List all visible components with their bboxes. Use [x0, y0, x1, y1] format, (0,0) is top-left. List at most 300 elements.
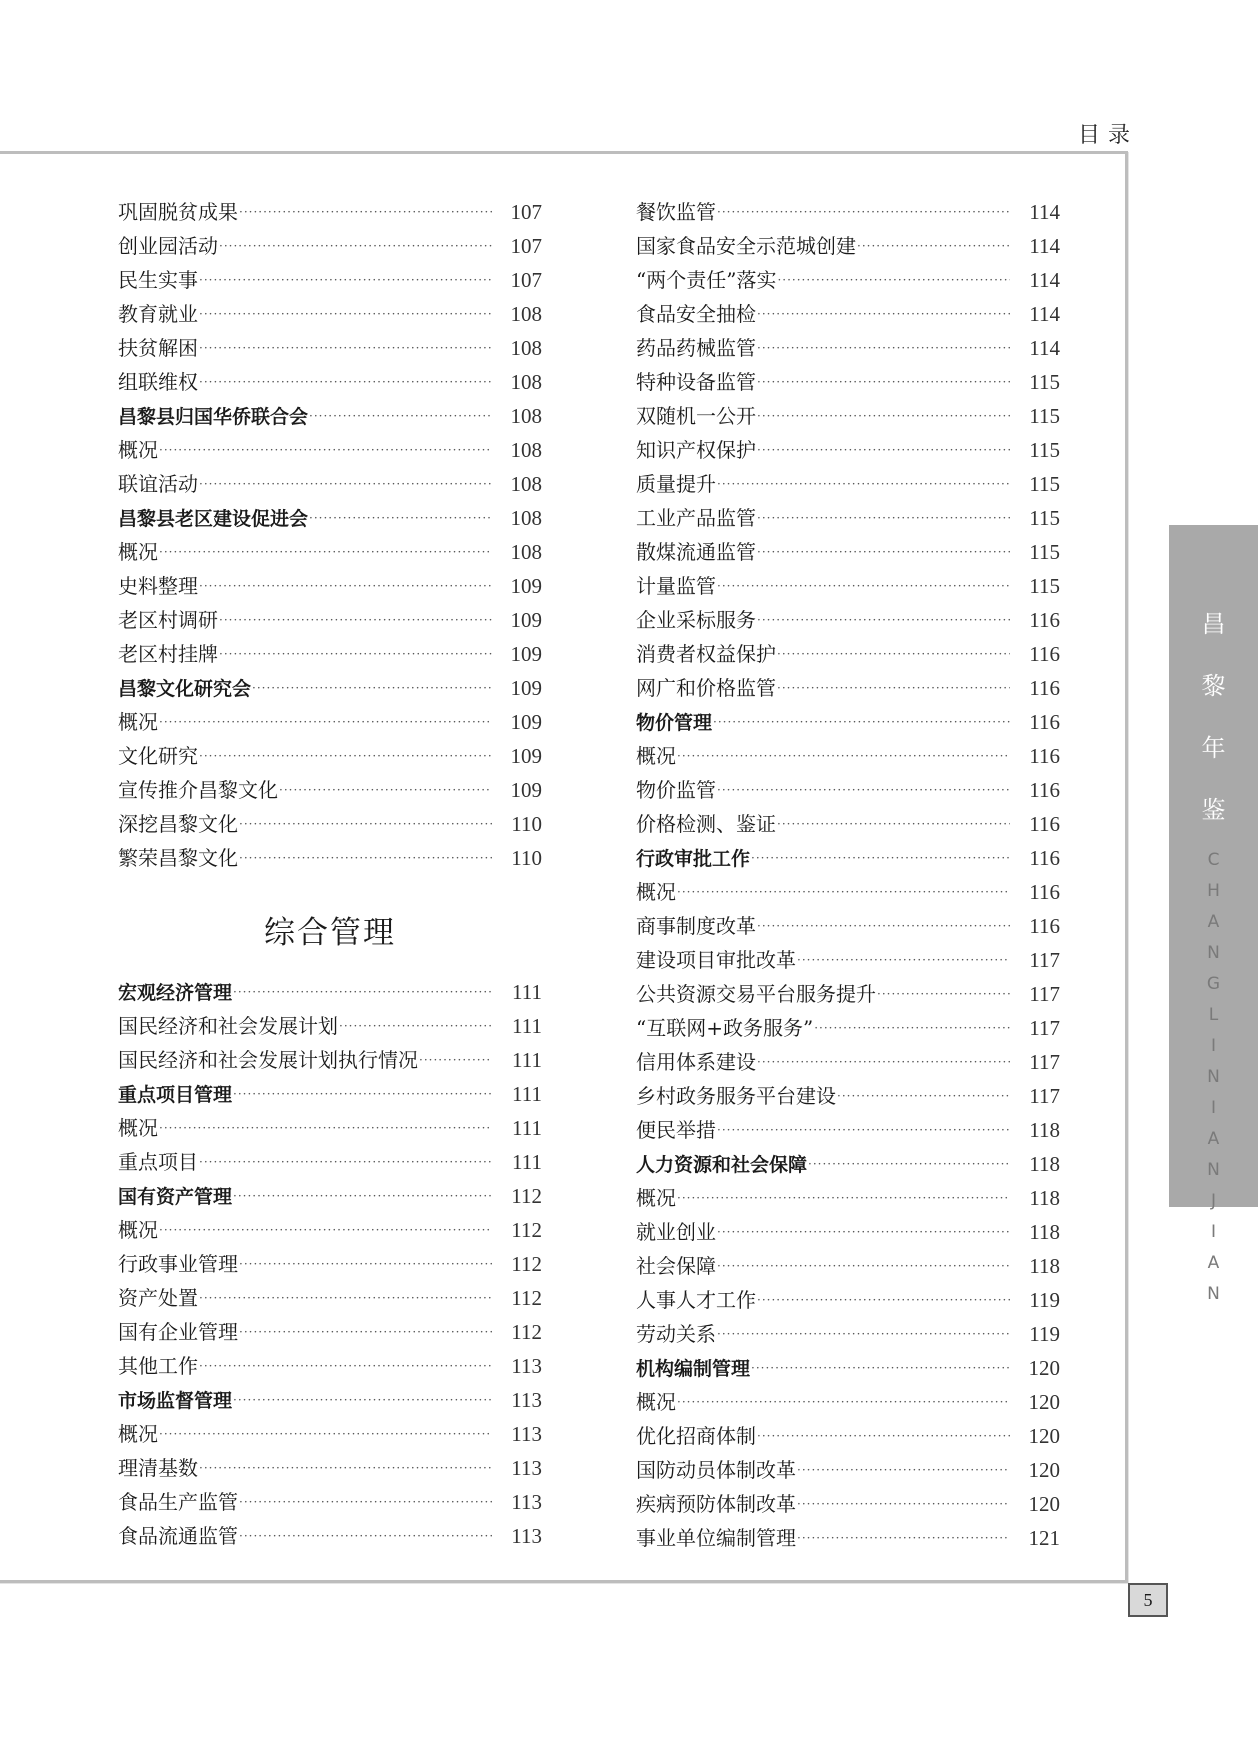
toc-entry-title: 昌黎县归国华侨联合会: [118, 406, 309, 428]
toc-entry-page: 115: [1029, 506, 1060, 530]
toc-entry-page: 108: [510, 302, 542, 326]
toc-entry[interactable]: [118, 1383, 542, 1417]
toc-entry-title: 组联维权: [118, 370, 198, 394]
toc-entry-page: 118: [1029, 1186, 1060, 1210]
toc-entry-title: 便民举措: [636, 1118, 716, 1142]
side-tab-letter: G: [1206, 974, 1221, 994]
toc-leader-dots: [199, 263, 492, 297]
toc-entry-page: 116: [1029, 880, 1060, 904]
side-tab-letter: I: [1210, 1036, 1216, 1056]
toc-leader-dots: [199, 365, 492, 399]
toc-entry-page: 113: [511, 1354, 542, 1378]
toc-entry[interactable]: [118, 773, 542, 807]
toc-entry-title: 双随机一公开: [636, 404, 756, 428]
toc-leader-dots: [219, 637, 492, 671]
toc-entry[interactable]: [636, 467, 1060, 501]
toc-entry-page: 108: [510, 438, 542, 462]
toc-entry-title: 概况: [636, 880, 676, 904]
toc-entry-title: 宣传推介昌黎文化: [118, 778, 278, 802]
toc-leader-dots: [677, 1385, 1010, 1419]
toc-entry-title: 人力资源和社会保障: [636, 1154, 808, 1176]
toc-entry-title: 教育就业: [118, 302, 198, 326]
toc-leader-dots: [757, 331, 1010, 365]
toc-leader-dots: [757, 1419, 1010, 1453]
toc-entry-title: 网广和价格监管: [636, 676, 776, 700]
toc-entry[interactable]: [636, 943, 1060, 977]
toc-entry[interactable]: [636, 977, 1060, 1011]
toc-leader-dots: [757, 365, 1010, 399]
toc-entry[interactable]: [636, 501, 1060, 535]
toc-entry-title: 概况: [118, 438, 158, 462]
toc-entry[interactable]: [636, 1317, 1060, 1351]
toc-entry-page: 112: [511, 1320, 542, 1344]
side-tab-letter: L: [1208, 1005, 1219, 1025]
toc-entry-page: 116: [1029, 914, 1060, 938]
toc-entry-page: 113: [511, 1524, 542, 1548]
toc-entry[interactable]: [118, 841, 542, 875]
side-tab-letter: J: [1210, 1191, 1216, 1211]
toc-leader-dots: [713, 705, 1010, 739]
toc-leader-dots: [757, 501, 1010, 535]
toc-entry-page: 115: [1029, 540, 1060, 564]
toc-entry-page: 114: [1029, 234, 1060, 258]
toc-entry-title: 概况: [636, 1390, 676, 1414]
toc-entry[interactable]: [636, 909, 1060, 943]
toc-entry[interactable]: [118, 1519, 542, 1553]
toc-leader-dots: [877, 977, 1010, 1011]
side-tab-char: 昌: [1201, 610, 1226, 638]
toc-leader-dots: [777, 263, 1010, 297]
toc-entry-title: 概况: [636, 744, 676, 768]
toc-entry-title: 史料整理: [118, 574, 198, 598]
toc-leader-dots: [677, 875, 1010, 909]
toc-entry[interactable]: [118, 467, 542, 501]
toc-entry-title: 重点项目: [118, 1150, 198, 1174]
side-tab-letter: H: [1207, 881, 1220, 901]
toc-leader-dots: [239, 1519, 492, 1553]
toc-leader-dots: [837, 1079, 1010, 1113]
toc-leader-dots: [199, 467, 492, 501]
toc-entry[interactable]: [118, 1281, 542, 1315]
toc-leader-dots: [199, 1145, 492, 1179]
toc-leader-dots: [239, 195, 492, 229]
toc-entry-page: 116: [1029, 778, 1060, 802]
toc-entry-title: 创业园活动: [118, 234, 218, 258]
toc-leader-dots: [239, 1315, 492, 1349]
toc-entry[interactable]: [118, 1247, 542, 1281]
toc-entry[interactable]: [636, 671, 1060, 705]
toc-entry-title: 物价管理: [636, 712, 713, 734]
toc-leader-dots: [199, 739, 492, 773]
toc-leader-dots: [239, 1485, 492, 1519]
toc-entry[interactable]: [118, 1213, 542, 1247]
toc-entry-page: 116: [1029, 676, 1060, 700]
toc-entry-title: 特种设备监管: [636, 370, 756, 394]
toc-leader-dots: [677, 739, 1010, 773]
toc-leader-dots: [751, 841, 1010, 875]
toc-leader-dots: [717, 773, 1010, 807]
toc-list-right: [636, 195, 1060, 1555]
toc-entry-title: 疾病预防体制改革: [636, 1492, 796, 1516]
toc-entry-title: 国民经济和社会发展计划执行情况: [118, 1048, 418, 1072]
toc-entry[interactable]: [118, 331, 542, 365]
toc-entry-title: 餐饮监管: [636, 200, 716, 224]
toc-entry-title: 质量提升: [636, 472, 716, 496]
toc-leader-dots: [717, 1215, 1010, 1249]
toc-entry-title: 事业单位编制管理: [636, 1526, 796, 1550]
toc-entry-title: 计量监管: [636, 574, 716, 598]
toc-entry-title: 人事人才工作: [636, 1288, 756, 1312]
side-tab-chinese: [1169, 593, 1258, 841]
toc-entry-page: 115: [1029, 438, 1060, 462]
side-tab-letter: N: [1207, 1067, 1220, 1087]
toc-leader-dots: [857, 229, 1010, 263]
toc-entry[interactable]: [636, 1249, 1060, 1283]
toc-leader-dots: [233, 975, 492, 1009]
toc-entry-title: “两个责任”落实: [636, 268, 777, 292]
toc-entry[interactable]: [636, 1215, 1060, 1249]
toc-leader-dots: [159, 535, 492, 569]
toc-leader-dots: [717, 1113, 1010, 1147]
toc-entry[interactable]: [636, 1011, 1060, 1045]
toc-entry-title: 行政事业管理: [118, 1252, 238, 1276]
toc-entry-page: 110: [511, 846, 542, 870]
toc-leader-dots: [751, 1351, 1010, 1385]
toc-entry[interactable]: [118, 1077, 542, 1111]
toc-entry-page: 107: [510, 268, 542, 292]
toc-entry-title: 食品生产监管: [118, 1490, 238, 1514]
toc-entry-title: 食品安全抽检: [636, 302, 756, 326]
toc-entry[interactable]: [636, 1147, 1060, 1181]
toc-entry-title: 概况: [118, 1218, 158, 1242]
toc-entry-title: 市场监督管理: [118, 1390, 233, 1412]
toc-entry-title: 概况: [118, 710, 158, 734]
toc-entry-title: 昌黎文化研究会: [118, 678, 252, 700]
toc-entry[interactable]: [118, 603, 542, 637]
toc-leader-dots: [199, 1349, 492, 1383]
toc-entry-page: 107: [510, 200, 542, 224]
toc-entry-title: 价格检测、鉴证: [636, 812, 776, 836]
toc-leader-dots: [777, 807, 1010, 841]
toc-entry[interactable]: [118, 671, 542, 705]
toc-leader-dots: [717, 569, 1010, 603]
toc-leader-dots: [717, 1249, 1010, 1283]
toc-entry-page: 109: [510, 710, 542, 734]
toc-entry-page: 120: [1028, 1356, 1060, 1380]
toc-right-column: [636, 195, 1060, 1555]
toc-entry-page: 109: [510, 744, 542, 768]
toc-entry-title: 工业产品监管: [636, 506, 756, 530]
side-tab-letter: N: [1207, 1160, 1220, 1180]
toc-leader-dots: [777, 637, 1010, 671]
toc-entry-page: 116: [1029, 710, 1060, 734]
toc-leader-dots: [199, 569, 492, 603]
toc-list-left-section: [118, 975, 542, 1553]
toc-entry[interactable]: [636, 1419, 1060, 1453]
toc-entry[interactable]: [118, 1417, 542, 1451]
toc-entry[interactable]: [118, 705, 542, 739]
toc-entry[interactable]: [636, 263, 1060, 297]
toc-entry[interactable]: [636, 1181, 1060, 1215]
toc-entry-page: 111: [512, 1082, 542, 1106]
toc-entry-page: 112: [511, 1252, 542, 1276]
toc-entry[interactable]: [118, 501, 542, 535]
toc-entry-title: 企业采标服务: [636, 608, 756, 632]
toc-entry-page: 120: [1028, 1492, 1060, 1516]
toc-entry-page: 115: [1029, 472, 1060, 496]
toc-entry-page: 118: [1029, 1220, 1060, 1244]
toc-leader-dots: [757, 1045, 1010, 1079]
toc-entry-page: 110: [511, 812, 542, 836]
toc-entry-page: 108: [510, 506, 542, 530]
toc-entry-title: 重点项目管理: [118, 1084, 233, 1106]
toc-entry-title: 散煤流通监管: [636, 540, 756, 564]
toc-entry-title: 行政审批工作: [636, 848, 751, 870]
toc-entry[interactable]: [118, 1179, 542, 1213]
toc-entry[interactable]: [636, 331, 1060, 365]
toc-leader-dots: [199, 297, 492, 331]
toc-entry-page: 116: [1029, 744, 1060, 768]
toc-entry[interactable]: [636, 875, 1060, 909]
toc-leader-dots: [239, 807, 492, 841]
toc-entry-title: 扶贫解困: [118, 336, 198, 360]
toc-entry[interactable]: [636, 195, 1060, 229]
side-tab-letter: N: [1207, 943, 1220, 963]
toc-leader-dots: [797, 943, 1010, 977]
toc-entry[interactable]: [118, 569, 542, 603]
toc-entry[interactable]: [636, 399, 1060, 433]
toc-entry[interactable]: [636, 705, 1060, 739]
toc-leader-dots: [159, 1417, 492, 1451]
toc-entry-page: 111: [512, 980, 542, 1004]
toc-entry-page: 107: [510, 234, 542, 258]
toc-list-left: [118, 195, 542, 875]
toc-entry-page: 108: [510, 472, 542, 496]
toc-entry[interactable]: [636, 1283, 1060, 1317]
toc-leader-dots: [252, 671, 492, 705]
toc-leader-dots: [717, 195, 1010, 229]
side-tab-letter: I: [1210, 1222, 1216, 1242]
toc-entry-page: 114: [1029, 302, 1060, 326]
toc-entry-page: 116: [1029, 642, 1060, 666]
toc-entry-page: 118: [1029, 1254, 1060, 1278]
toc-entry[interactable]: [118, 637, 542, 671]
toc-leader-dots: [808, 1147, 1010, 1181]
side-tab-pinyin: [1169, 845, 1258, 1310]
toc-leader-dots: [757, 909, 1010, 943]
toc-entry[interactable]: [118, 195, 542, 229]
toc-leader-dots: [677, 1181, 1010, 1215]
toc-entry-title: “互联网+政务服务”: [636, 1016, 814, 1040]
toc-entry[interactable]: [118, 1145, 542, 1179]
toc-entry-title: 概况: [118, 1422, 158, 1446]
toc-leader-dots: [239, 841, 492, 875]
toc-entry-title: 药品药械监管: [636, 336, 756, 360]
toc-entry[interactable]: [118, 975, 542, 1009]
toc-leader-dots: [717, 1317, 1010, 1351]
page-number: 5: [1128, 1583, 1168, 1617]
toc-entry[interactable]: [636, 807, 1060, 841]
toc-entry-title: 巩固脱贫成果: [118, 200, 238, 224]
toc-entry-title: 国家食品安全示范城创建: [636, 234, 856, 258]
toc-entry-title: 概况: [118, 1116, 158, 1140]
toc-entry-title: 理清基数: [118, 1456, 198, 1480]
toc-leader-dots: [199, 331, 492, 365]
toc-entry[interactable]: [636, 569, 1060, 603]
toc-entry-page: 117: [1029, 1016, 1060, 1040]
toc-entry[interactable]: [636, 637, 1060, 671]
toc-entry[interactable]: [118, 807, 542, 841]
toc-entry-page: 109: [510, 778, 542, 802]
toc-leader-dots: [814, 1011, 1010, 1045]
toc-entry[interactable]: [636, 297, 1060, 331]
toc-entry-page: 115: [1029, 574, 1060, 598]
toc-leader-dots: [797, 1453, 1010, 1487]
side-tab-letter: C: [1207, 850, 1220, 870]
side-tab-letter: I: [1210, 1098, 1216, 1118]
toc-entry[interactable]: [636, 773, 1060, 807]
toc-entry-page: 119: [1029, 1322, 1060, 1346]
toc-leader-dots: [199, 1281, 492, 1315]
toc-entry[interactable]: [636, 1453, 1060, 1487]
toc-entry-title: 食品流通监管: [118, 1524, 238, 1548]
toc-entry[interactable]: [118, 1009, 542, 1043]
toc-entry[interactable]: [636, 433, 1060, 467]
toc-entry[interactable]: [636, 739, 1060, 773]
toc-leader-dots: [757, 535, 1010, 569]
toc-leader-dots: [233, 1179, 492, 1213]
toc-entry-page: 118: [1029, 1118, 1060, 1142]
toc-entry[interactable]: [118, 1349, 542, 1383]
toc-leader-dots: [757, 603, 1010, 637]
side-tab-letter: A: [1207, 1253, 1220, 1273]
toc-entry-title: 劳动关系: [636, 1322, 716, 1346]
toc-entry-page: 120: [1028, 1390, 1060, 1414]
toc-entry-page: 112: [511, 1218, 542, 1242]
side-tab-char: 黎: [1201, 672, 1226, 700]
toc-entry[interactable]: [636, 1521, 1060, 1555]
toc-entry-title: 知识产权保护: [636, 438, 756, 462]
toc-entry-page: 114: [1029, 268, 1060, 292]
toc-entry-page: 120: [1028, 1424, 1060, 1448]
toc-left-column: [118, 195, 542, 1553]
toc-entry-title: 文化研究: [118, 744, 198, 768]
toc-entry-page: 109: [510, 676, 542, 700]
toc-entry-title: 国防动员体制改革: [636, 1458, 796, 1482]
toc-entry[interactable]: [118, 365, 542, 399]
toc-entry-title: 乡村政务服务平台建设: [636, 1084, 836, 1108]
toc-entry[interactable]: [636, 1487, 1060, 1521]
toc-entry[interactable]: [118, 297, 542, 331]
toc-entry-page: 117: [1029, 982, 1060, 1006]
toc-leader-dots: [159, 433, 492, 467]
toc-entry-title: 资产处置: [118, 1286, 198, 1310]
toc-entry-page: 116: [1029, 846, 1060, 870]
toc-entry[interactable]: [636, 841, 1060, 875]
toc-entry-page: 116: [1029, 812, 1060, 836]
toc-entry[interactable]: [118, 535, 542, 569]
toc-entry[interactable]: [636, 1079, 1060, 1113]
toc-entry[interactable]: [636, 1351, 1060, 1385]
toc-entry-title: 宏观经济管理: [118, 982, 233, 1004]
toc-entry-page: 115: [1029, 370, 1060, 394]
toc-leader-dots: [757, 1283, 1010, 1317]
toc-entry[interactable]: [118, 1043, 542, 1077]
toc-entry-page: 111: [512, 1150, 542, 1174]
side-tab-letter: A: [1207, 1129, 1220, 1149]
toc-entry[interactable]: [636, 535, 1060, 569]
toc-entry-title: 消费者权益保护: [636, 642, 776, 666]
toc-entry[interactable]: [118, 229, 542, 263]
toc-entry[interactable]: [118, 399, 542, 433]
toc-entry-page: 116: [1029, 608, 1060, 632]
toc-entry-page: 117: [1029, 1084, 1060, 1108]
toc-entry[interactable]: [636, 1045, 1060, 1079]
toc-entry-title: 其他工作: [118, 1354, 198, 1378]
toc-entry-page: 109: [510, 608, 542, 632]
toc-entry-page: 108: [510, 404, 542, 428]
toc-leader-dots: [797, 1521, 1010, 1555]
toc-entry-page: 113: [511, 1456, 542, 1480]
toc-entry[interactable]: [636, 603, 1060, 637]
toc-entry-page: 112: [511, 1286, 542, 1310]
toc-entry-title: 就业创业: [636, 1220, 716, 1244]
toc-entry-page: 109: [510, 574, 542, 598]
toc-entry-title: 商事制度改革: [636, 914, 756, 938]
toc-entry[interactable]: [118, 263, 542, 297]
toc-entry-page: 119: [1029, 1288, 1060, 1312]
toc-entry-page: 121: [1028, 1526, 1060, 1550]
side-tab-char: 鉴: [1201, 796, 1226, 824]
toc-leader-dots: [199, 1451, 492, 1485]
toc-leader-dots: [239, 1247, 492, 1281]
toc-leader-dots: [159, 1111, 492, 1145]
toc-entry-page: 108: [510, 336, 542, 360]
toc-entry[interactable]: [636, 365, 1060, 399]
toc-entry[interactable]: [118, 739, 542, 773]
header-title: 目录: [1078, 123, 1139, 148]
toc-leader-dots: [159, 705, 492, 739]
toc-leader-dots: [159, 1213, 492, 1247]
toc-entry-title: 社会保障: [636, 1254, 716, 1278]
toc-entry[interactable]: [118, 1451, 542, 1485]
toc-entry-page: 114: [1029, 336, 1060, 360]
toc-entry[interactable]: [118, 1111, 542, 1145]
toc-leader-dots: [219, 603, 492, 637]
toc-entry-title: 优化招商体制: [636, 1424, 756, 1448]
toc-entry[interactable]: [118, 1485, 542, 1519]
toc-leader-dots: [757, 399, 1010, 433]
toc-entry-title: 概况: [118, 540, 158, 564]
toc-entry[interactable]: [636, 1385, 1060, 1419]
toc-entry[interactable]: [118, 1315, 542, 1349]
side-tab-letter: N: [1207, 1284, 1220, 1304]
toc-entry-title: 公共资源交易平台服务提升: [636, 982, 876, 1006]
toc-entry-title: 建设项目审批改革: [636, 948, 796, 972]
side-tab: [1169, 525, 1258, 1304]
toc-leader-dots: [717, 467, 1010, 501]
toc-entry[interactable]: [118, 433, 542, 467]
toc-entry-title: 机构编制管理: [636, 1358, 751, 1380]
toc-entry[interactable]: [636, 1113, 1060, 1147]
toc-leader-dots: [757, 297, 1010, 331]
toc-entry-page: 109: [510, 642, 542, 666]
toc-entry[interactable]: [636, 229, 1060, 263]
toc-leader-dots: [219, 229, 492, 263]
toc-entry-title: 民生实事: [118, 268, 198, 292]
toc-entry-page: 111: [512, 1014, 542, 1038]
toc-leader-dots: [233, 1077, 492, 1111]
